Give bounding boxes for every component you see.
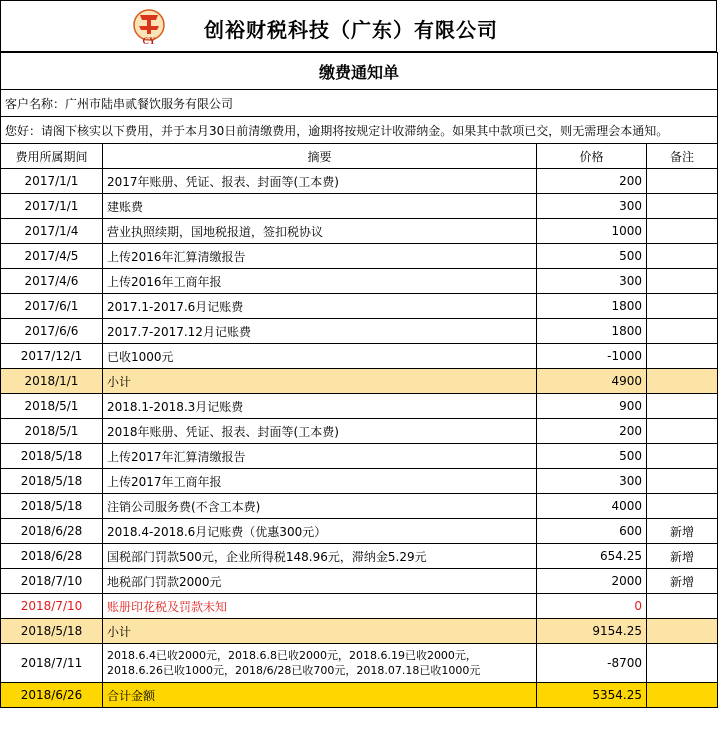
cell-price: 900 (537, 394, 647, 419)
cell-note: 新增 (647, 569, 718, 594)
cell-note (647, 394, 718, 419)
cell-period: 2018/7/11 (1, 644, 103, 683)
cell-note (647, 169, 718, 194)
table-row (1, 394, 718, 419)
cell-summary: 合计金额 (103, 683, 537, 708)
table-row (1, 469, 718, 494)
cell-summary: 2018.1-2018.3月记账费 (103, 394, 537, 419)
table-row (1, 419, 718, 444)
cell-note (647, 419, 718, 444)
cell-period: 2017/12/1 (1, 344, 103, 369)
cell-period: 2017/1/1 (1, 194, 103, 219)
cell-period: 2018/5/1 (1, 394, 103, 419)
cell-summary: 注销公司服务费(不含工本费) (103, 494, 537, 519)
cell-price: 200 (537, 169, 647, 194)
table-row (1, 244, 718, 269)
cell-price: 200 (537, 419, 647, 444)
cell-price: 1800 (537, 294, 647, 319)
cell-summary: 2018.4-2018.6月记账费（优惠300元） (103, 519, 537, 544)
table-row (1, 194, 718, 219)
column-header-price: 价格 (537, 144, 647, 169)
cell-period: 2018/5/18 (1, 494, 103, 519)
cell-period: 2017/1/1 (1, 169, 103, 194)
table-row (1, 519, 718, 544)
table-row (1, 294, 718, 319)
cell-note (647, 644, 718, 683)
cell-summary: 小计 (103, 369, 537, 394)
table-row (1, 219, 718, 244)
cell-period: 2018/7/10 (1, 594, 103, 619)
cell-price: 4000 (537, 494, 647, 519)
subtotal-row (1, 369, 718, 394)
cell-note (647, 594, 718, 619)
company-name: 创裕财税科技（广东）有限公司 (204, 18, 498, 42)
table-row (1, 344, 718, 369)
cell-price: 500 (537, 444, 647, 469)
cell-period: 2018/5/18 (1, 469, 103, 494)
table-row (1, 494, 718, 519)
cell-summary: 2017.7-2017.12月记账费 (103, 319, 537, 344)
cell-summary: 上传2016年汇算清缴报告 (103, 244, 537, 269)
cell-period: 2017/6/1 (1, 294, 103, 319)
table-row (1, 569, 718, 594)
cell-summary: 建账费 (103, 194, 537, 219)
cell-note (647, 344, 718, 369)
cell-note (647, 244, 718, 269)
cell-note: 新增 (647, 519, 718, 544)
column-header-summary: 摘要 (103, 144, 537, 169)
cell-note (647, 494, 718, 519)
cell-note (647, 219, 718, 244)
table-row (1, 269, 718, 294)
cell-period: 2018/6/26 (1, 683, 103, 708)
cell-note (647, 619, 718, 644)
cell-summary: 小计 (103, 619, 537, 644)
table-row (1, 319, 718, 344)
cell-period: 2018/6/28 (1, 519, 103, 544)
company-logo-icon (126, 8, 172, 46)
cell-period: 2018/1/1 (1, 369, 103, 394)
document-title: 缴费通知单 (1, 53, 718, 90)
customer-name: 客户名称：广州市陆串贰餐饮服务有限公司 (1, 90, 718, 117)
table-row (1, 444, 718, 469)
cell-price: 0 (537, 594, 647, 619)
total-row (1, 683, 718, 708)
table-row (1, 644, 718, 683)
cell-note (647, 194, 718, 219)
cell-price: 654.25 (537, 544, 647, 569)
cell-price: 300 (537, 194, 647, 219)
cell-period: 2018/5/18 (1, 444, 103, 469)
cell-price: 600 (537, 519, 647, 544)
cell-period: 2017/6/6 (1, 319, 103, 344)
cell-summary: 账册印花税及罚款未知 (103, 594, 537, 619)
fee-table (0, 52, 718, 708)
cell-summary: 上传2017年汇算清缴报告 (103, 444, 537, 469)
cell-price: 5354.25 (537, 683, 647, 708)
cell-summary: 已收1000元 (103, 344, 537, 369)
cell-summary: 2018.6.4已收2000元，2018.6.8已收2000元，2018.6.19已收2000元，2018.6.26已收1000元，2018/6/28已收700元，2018.07.18已收1000元 (103, 644, 537, 683)
cell-summary: 上传2017年工商年报 (103, 469, 537, 494)
cell-note (647, 683, 718, 708)
cell-period: 2018/5/1 (1, 419, 103, 444)
table-row (1, 594, 718, 619)
cell-summary: 国税部门罚款500元，企业所得税148.96元，滞纳金5.29元 (103, 544, 537, 569)
notice-text: 您好：请阁下核实以下费用，并于本月30日前清缴费用，逾期将按规定计收滞纳金。如果其中款项已交，则无需理会本通知。 (1, 117, 718, 144)
cell-note (647, 469, 718, 494)
cell-period: 2018/6/28 (1, 544, 103, 569)
cell-note (647, 444, 718, 469)
cell-note (647, 294, 718, 319)
cell-note (647, 319, 718, 344)
cell-summary: 地税部门罚款2000元 (103, 569, 537, 594)
cell-price: 500 (537, 244, 647, 269)
cell-price: 9154.25 (537, 619, 647, 644)
cell-price: 300 (537, 469, 647, 494)
table-row (1, 544, 718, 569)
cell-price: 4900 (537, 369, 647, 394)
cell-price: -1000 (537, 344, 647, 369)
cell-note (647, 369, 718, 394)
letterhead (0, 0, 717, 52)
cell-summary: 2018年账册、凭证、报表、封面等(工本费) (103, 419, 537, 444)
cell-price: 300 (537, 269, 647, 294)
cell-period: 2017/1/4 (1, 219, 103, 244)
cell-period: 2017/4/5 (1, 244, 103, 269)
cell-price: 1800 (537, 319, 647, 344)
cell-note (647, 269, 718, 294)
table-row (1, 169, 718, 194)
cell-price: 2000 (537, 569, 647, 594)
cell-summary: 上传2016年工商年报 (103, 269, 537, 294)
cell-price: -8700 (537, 644, 647, 683)
cell-note: 新增 (647, 544, 718, 569)
cell-summary: 2017.1-2017.6月记账费 (103, 294, 537, 319)
cell-summary: 营业执照续期，国地税报道，签扣税协议 (103, 219, 537, 244)
table-header-row (1, 144, 718, 169)
cell-price: 1000 (537, 219, 647, 244)
cell-summary: 2017年账册、凭证、报表、封面等(工本费) (103, 169, 537, 194)
logo-text: CY (142, 36, 156, 46)
column-header-note: 备注 (647, 144, 718, 169)
cell-period: 2018/7/10 (1, 569, 103, 594)
subtotal-row (1, 619, 718, 644)
column-header-period: 费用所属期间 (1, 144, 103, 169)
cell-period: 2018/5/18 (1, 619, 103, 644)
cell-period: 2017/4/6 (1, 269, 103, 294)
